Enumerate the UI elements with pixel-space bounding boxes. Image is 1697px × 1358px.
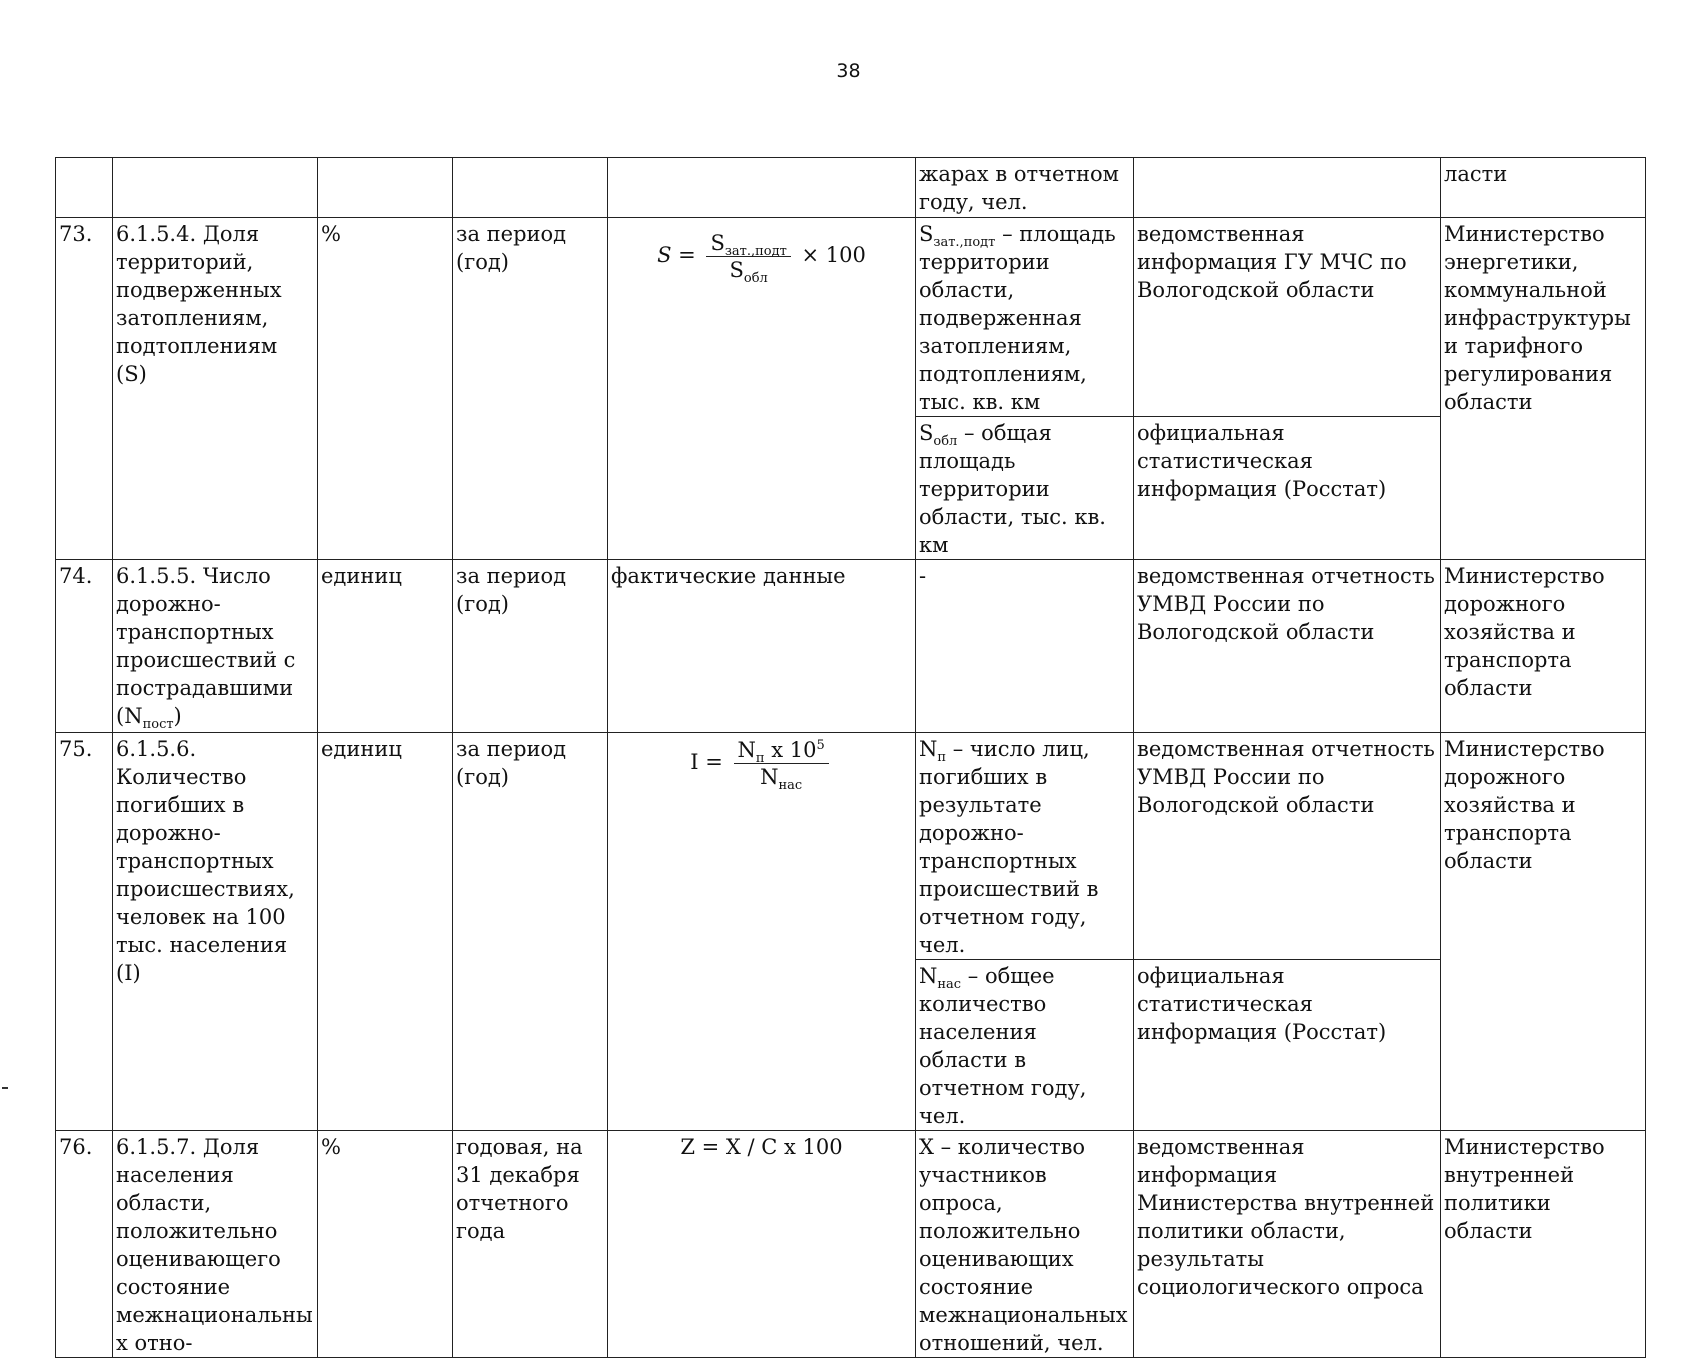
cell-responsible: Министерство дорожного хозяйства и транспорта области — [1441, 733, 1646, 1131]
cell-name: 6.1.5.5. Число дорожно-транспортных происшествий с пострадавшими $(N_{пост})$ — [113, 560, 318, 733]
page-number: 38 — [836, 60, 861, 82]
cell-num: 76. — [56, 1131, 113, 1358]
cell-unit — [318, 158, 453, 218]
cell-responsible: Министерство энергетики, коммунальной инфраструктуры и тарифного регулирования области — [1441, 218, 1646, 560]
cell-period: за период (год) — [453, 560, 608, 733]
cell-name — [113, 158, 318, 218]
cell-period — [453, 158, 608, 218]
formula-fraction: $\frac{N_п x 10^5}{N_{нас}}$ — [734, 737, 829, 790]
cell-method: фактические данные — [608, 560, 916, 733]
cell-formula — [608, 218, 916, 560]
formula: I = $\frac{N_п x 10^5}{N_{нас}}$ — [611, 737, 912, 790]
cell-var: $S_{обл}$ – общая площадь территории области, тыс. кв. км — [916, 417, 1134, 560]
cell-source: официальная статистическая информация (Росстат) — [1134, 960, 1441, 1131]
cell-var: жарах в отчетном году, чел. — [916, 158, 1134, 218]
cell-unit: единиц — [318, 560, 453, 733]
table-row-continuation — [56, 158, 1646, 218]
cell-num — [56, 158, 113, 218]
table-row-74 — [56, 560, 1646, 733]
cell-source: ведомственная отчетность УМВД России по Вологодской области — [1134, 560, 1441, 733]
scan-mark — [2, 1087, 8, 1089]
cell-num: 73. — [56, 218, 113, 560]
cell-num: 74. — [56, 560, 113, 733]
cell-responsible: ласти — [1441, 158, 1646, 218]
cell-name: 6.1.5.4. Доля территорий, подверженных затоплениям, подтоплениям (S) — [113, 218, 318, 560]
cell-num: 75. — [56, 733, 113, 1131]
cell-method — [608, 158, 916, 218]
table-row-73 — [56, 218, 1646, 417]
cell-source: официальная статистическая информация (Росстат) — [1134, 417, 1441, 560]
cell-unit: % — [318, 218, 453, 560]
table-row-76 — [56, 1131, 1646, 1358]
cell-period: за период (год) — [453, 218, 608, 560]
cell-source: ведомственная информация Министерства внутренней политики области, результаты социологического опроса — [1134, 1131, 1441, 1358]
cell-responsible: Министерство внутренней политики области — [1441, 1131, 1646, 1358]
cell-period: годовая, на 31 декабря отчетного года — [453, 1131, 608, 1358]
cell-var: - — [916, 560, 1134, 733]
cell-source: ведомственная отчетность УМВД России по Вологодской области — [1134, 733, 1441, 960]
formula: S = $\frac{S_{зат.,подт}}{S_{обл}}$ × 100 — [657, 231, 866, 287]
cell-responsible: Министерство дорожного хозяйства и транспорта области — [1441, 560, 1646, 733]
formula-fraction: $\frac{S_{зат.,подт}}{S_{обл}}$ — [706, 230, 790, 283]
cell-source: ведомственная информация ГУ МЧС по Вологодской области — [1134, 218, 1441, 417]
cell-name: 6.1.5.7. Доля населения области, положительно оценивающего состояние межнациональных отно- — [113, 1131, 318, 1358]
cell-formula: Z = X / C x 100 — [608, 1131, 916, 1358]
cell-name: 6.1.5.6. Количество погибших в дорожно-транспортных происшествиях, человек на 100 тыс. населения (I) — [113, 733, 318, 1131]
cell-source — [1134, 158, 1441, 218]
cell-formula — [608, 733, 916, 1131]
table-row-75 — [56, 733, 1646, 960]
indicators-table — [55, 157, 1646, 1358]
cell-unit: % — [318, 1131, 453, 1358]
cell-var: $N_п$ – число лиц, погибших в результате дорожно-транспортных происшествий в отчетном году, чел. — [916, 733, 1134, 960]
cell-period: за период (год) — [453, 733, 608, 1131]
cell-var: X – количество участников опроса, положительно оценивающих состояние межнациональных отношений, чел. — [916, 1131, 1134, 1358]
cell-unit: единиц — [318, 733, 453, 1131]
cell-var: $N_{нас}$ – общее количество населения области в отчетном году, чел. — [916, 960, 1134, 1131]
cell-var: $S_{зат.,подт}$ – площадь территории области, подверженная затоплениям, подтоплениям, тыс. кв. км — [916, 218, 1134, 417]
